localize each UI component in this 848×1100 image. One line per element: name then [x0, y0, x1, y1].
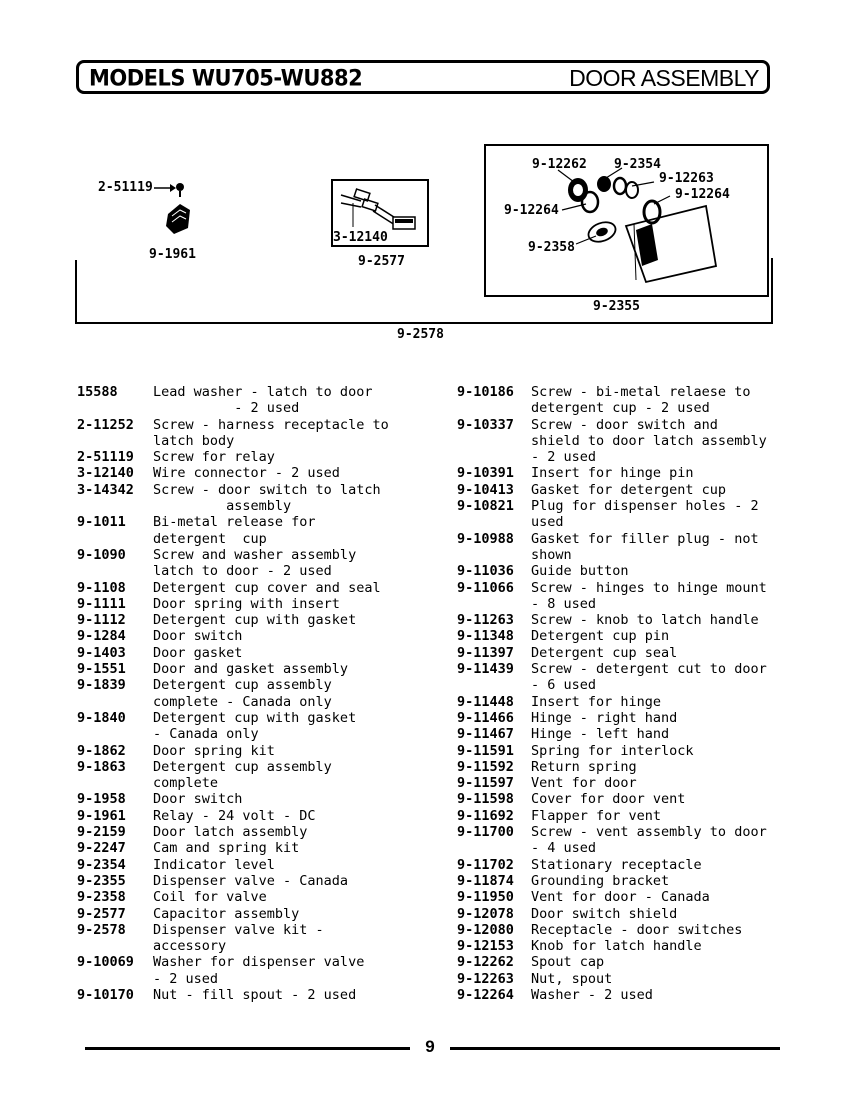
parts-row: [457, 922, 781, 938]
part-description: Screw - hinges to hinge mount - 8 used: [531, 579, 767, 612]
parts-row: [457, 661, 781, 694]
part-number: 9-1284: [77, 628, 126, 645]
part-number: 2-51119: [77, 449, 134, 466]
callout-2-51119: 2-51119: [98, 180, 153, 195]
parts-row: [77, 645, 433, 661]
callout-9-12264-right: 9-12264: [675, 187, 730, 202]
part-description: Detergent cup seal: [531, 644, 678, 661]
part-number: 9-1112: [77, 612, 126, 629]
parts-row: [457, 417, 781, 466]
part-description: Wire connector - 2 used: [153, 465, 340, 482]
part-description: Spring for interlock: [531, 742, 694, 759]
parts-row: [77, 743, 433, 759]
kit-bracket-right: [771, 258, 773, 324]
part-number: 2-11252: [77, 416, 134, 433]
part-description: Screw - detergent cut to door - 6 used: [531, 661, 767, 694]
part-description: Dispenser valve kit - accessory: [153, 921, 324, 955]
parts-row: [457, 889, 781, 905]
part-number: 9-2577: [77, 905, 126, 922]
part-number: 9-11348: [457, 628, 514, 645]
part-number: 9-2354: [77, 856, 126, 873]
callout-9-12263: 9-12263: [659, 171, 714, 186]
part-number: 9-11439: [457, 661, 514, 678]
parts-row: [77, 514, 433, 547]
part-description: Door spring with insert: [153, 595, 340, 612]
part-number: 9-1862: [77, 742, 126, 759]
part-number: 9-2247: [77, 840, 126, 857]
part-description: Grounding bracket: [531, 872, 670, 889]
part-number: 9-12078: [457, 905, 514, 922]
parts-row: [457, 482, 781, 498]
part-description: Gasket for detergent cup: [531, 481, 727, 498]
parts-row: [457, 775, 781, 791]
part-description: Detergent cup with gasket: [153, 612, 357, 629]
part-description: Door and gasket assembly: [153, 661, 349, 678]
part-number: 9-1111: [77, 595, 126, 612]
callout-9-1961: 9-1961: [149, 247, 196, 262]
part-description: Door gasket: [153, 644, 243, 661]
part-description: Relay - 24 volt - DC: [153, 807, 316, 824]
part-description: Screw - harness receptacle to latch body: [153, 416, 389, 449]
part-number: 9-11397: [457, 644, 514, 661]
part-number: 9-10821: [457, 498, 514, 515]
part-number: 9-10391: [457, 465, 514, 482]
part-number: 9-1090: [77, 546, 126, 563]
part-description: Door switch: [153, 791, 243, 808]
part-number: 9-1551: [77, 661, 126, 678]
part-description: Guide button: [531, 563, 629, 580]
part-description: Door switch shield: [531, 905, 678, 922]
parts-row: [77, 922, 433, 955]
part-description: Washer for dispenser valve - 2 used: [153, 954, 365, 987]
part-description: Detergent cup cover and seal: [153, 579, 381, 596]
part-description: Screw - knob to latch handle: [531, 612, 759, 629]
part-description: Vent for door - Canada: [531, 889, 710, 906]
parts-row: [457, 694, 781, 710]
part-description: Gasket for filler plug - not shown: [531, 530, 759, 563]
part-number: 3-12140: [77, 465, 134, 482]
part-number: 9-1863: [77, 758, 126, 775]
part-number: 9-1011: [77, 514, 126, 531]
part-description: Knob for latch handle: [531, 938, 702, 955]
part-number: 9-1108: [77, 579, 126, 596]
parts-row: [77, 759, 433, 792]
part-number: 9-2159: [77, 824, 126, 841]
part-description: Indicator level: [153, 856, 275, 873]
part-description: Hinge - left hand: [531, 726, 670, 743]
footer-rule-left: [85, 1047, 410, 1050]
parts-row: [457, 580, 781, 613]
parts-row: [77, 710, 433, 743]
kit-bracket-left: [75, 260, 77, 324]
part-description: Screw - door switch to latch assembly: [153, 481, 381, 515]
part-number: 9-1958: [77, 791, 126, 808]
parts-row: [457, 906, 781, 922]
callout-9-2578: 9-2578: [397, 327, 444, 342]
part-description: Screw - bi-metal relaese to detergent cup - 2 used: [531, 384, 751, 417]
header-box: [76, 60, 770, 94]
part-description: Plug for dispenser holes - 2 used: [531, 498, 759, 531]
parts-row: [77, 596, 433, 612]
part-number: 9-11466: [457, 709, 514, 726]
part-number: 9-11066: [457, 579, 514, 596]
part-number: 9-10413: [457, 481, 514, 498]
part-description: Door latch assembly: [153, 824, 308, 841]
parts-row: [77, 547, 433, 580]
parts-row: [77, 987, 433, 1003]
part-description: Cover for door vent: [531, 791, 686, 808]
parts-row: [457, 726, 781, 742]
parts-row: [77, 906, 433, 922]
part-number: 9-11597: [457, 775, 514, 792]
part-description: Screw - vent assembly to door - 4 used: [531, 824, 767, 857]
part-number: 9-11700: [457, 824, 514, 841]
parts-row: [457, 710, 781, 726]
part-description: Stationary receptacle: [531, 856, 702, 873]
part-number: 9-11598: [457, 791, 514, 808]
parts-row: [457, 384, 781, 417]
parts-list-left: [77, 384, 433, 1003]
parts-row: [457, 791, 781, 807]
parts-row: [457, 743, 781, 759]
parts-row: [457, 465, 781, 481]
parts-row: [77, 612, 433, 628]
part-description: Screw for relay: [153, 449, 275, 466]
part-number: 9-2578: [77, 921, 126, 938]
callout-9-12264-left: 9-12264: [504, 203, 559, 218]
part-number: 3-14342: [77, 481, 134, 498]
parts-row: [457, 563, 781, 579]
parts-row: [77, 954, 433, 987]
part-number: 9-1961: [77, 807, 126, 824]
part-description: Cam and spring kit: [153, 840, 300, 857]
callout-9-2358: 9-2358: [528, 240, 575, 255]
parts-row: [77, 661, 433, 677]
part-number: 9-11702: [457, 856, 514, 873]
relay-drawing: [150, 178, 200, 240]
part-description: Dispenser valve - Canada: [153, 872, 349, 889]
part-number: 9-10069: [77, 954, 134, 971]
callout-9-2577: 9-2577: [358, 254, 405, 269]
part-number: 9-12264: [457, 986, 514, 1003]
parts-row: [77, 840, 433, 856]
parts-row: [77, 808, 433, 824]
part-description: Door spring kit: [153, 742, 275, 759]
part-description: Detergent cup pin: [531, 628, 670, 645]
part-number: 9-10337: [457, 416, 514, 433]
part-description: Coil for valve: [153, 889, 267, 906]
part-description: Hinge - right hand: [531, 709, 678, 726]
parts-row: [77, 857, 433, 873]
part-number: 9-11950: [457, 889, 514, 906]
part-number: 9-11467: [457, 726, 514, 743]
relay-screw-icon: [176, 183, 184, 191]
parts-row: [457, 873, 781, 889]
part-description: Detergent cup with gasket - Canada only: [153, 709, 357, 743]
part-number: 9-1840: [77, 709, 126, 726]
part-number: 9-11591: [457, 742, 514, 759]
part-description: Detergent cup assembly complete - Canada only: [153, 677, 332, 710]
parts-row: [77, 873, 433, 889]
parts-row: [457, 759, 781, 775]
footer-rule-right: [450, 1047, 780, 1050]
parts-row: [457, 612, 781, 628]
parts-row: [77, 791, 433, 807]
part-description: Bi-metal release for detergent cup: [153, 514, 316, 547]
parts-row: [77, 889, 433, 905]
parts-row: [457, 987, 781, 1003]
part-number: 9-11692: [457, 807, 514, 824]
part-description: Screw and washer assembly latch to door - 2 used: [153, 546, 357, 580]
part-number: 9-1403: [77, 644, 126, 661]
models-title: MODELS WU705-WU882: [89, 65, 363, 91]
parts-row: [457, 954, 781, 970]
part-number: 9-10186: [457, 384, 514, 400]
part-number: 9-12080: [457, 921, 514, 938]
part-description: Insert for hinge pin: [531, 465, 694, 482]
part-description: Screw - door switch and shield to door latch assembly - 2 used: [531, 416, 767, 466]
parts-row: [77, 824, 433, 840]
section-title: DOOR ASSEMBLY: [569, 65, 759, 91]
callout-3-12140: 3-12140: [333, 230, 388, 245]
parts-row: [457, 628, 781, 644]
part-description: Nut, spout: [531, 970, 613, 987]
part-description: Vent for door: [531, 775, 637, 792]
parts-row: [77, 384, 433, 417]
parts-row: [77, 465, 433, 481]
part-description: Capacitor assembly: [153, 905, 300, 922]
part-description: Spout cap: [531, 954, 605, 971]
callout-9-12262: 9-12262: [532, 157, 587, 172]
parts-row: [457, 645, 781, 661]
part-number: 9-12153: [457, 938, 514, 955]
part-description: Nut - fill spout - 2 used: [153, 986, 357, 1003]
part-number: 9-2358: [77, 889, 126, 906]
part-description: Detergent cup assembly complete: [153, 758, 332, 792]
parts-row: [457, 824, 781, 857]
part-description: Receptacle - door switches: [531, 921, 743, 938]
part-number: 15588: [77, 384, 118, 400]
parts-row: [77, 580, 433, 596]
part-description: Insert for hinge: [531, 693, 662, 710]
kit-bracket-bottom: [75, 322, 773, 324]
callout-9-2354: 9-2354: [614, 157, 661, 172]
parts-row: [457, 498, 781, 531]
part-description: Lead washer - latch to door - 2 used: [153, 384, 373, 417]
part-description: Flapper for vent: [531, 807, 662, 824]
callout-9-2355: 9-2355: [593, 299, 640, 314]
part-number: 9-10170: [77, 986, 134, 1003]
part-number: 9-11874: [457, 872, 514, 889]
parts-row: [77, 482, 433, 515]
parts-list-right: [457, 384, 781, 1003]
part-description: Washer - 2 used: [531, 986, 653, 1003]
part-number: 9-2355: [77, 872, 126, 889]
part-number: 9-11592: [457, 758, 514, 775]
part-number: 9-11036: [457, 563, 514, 580]
part-number: 9-10988: [457, 530, 514, 547]
parts-row: [77, 449, 433, 465]
parts-row: [457, 857, 781, 873]
part-number: 9-1839: [77, 677, 126, 694]
parts-row: [457, 971, 781, 987]
part-number: 9-11263: [457, 612, 514, 629]
parts-row: [457, 938, 781, 954]
parts-row: [457, 808, 781, 824]
part-description: Return spring: [531, 758, 637, 775]
page-number: 9: [425, 1037, 435, 1056]
part-number: 9-12262: [457, 954, 514, 971]
parts-row: [77, 417, 433, 450]
part-description: Door switch: [153, 628, 243, 645]
part-number: 9-12263: [457, 970, 514, 987]
parts-row: [457, 531, 781, 564]
parts-row: [77, 628, 433, 644]
parts-row: [77, 677, 433, 710]
part-number: 9-11448: [457, 693, 514, 710]
